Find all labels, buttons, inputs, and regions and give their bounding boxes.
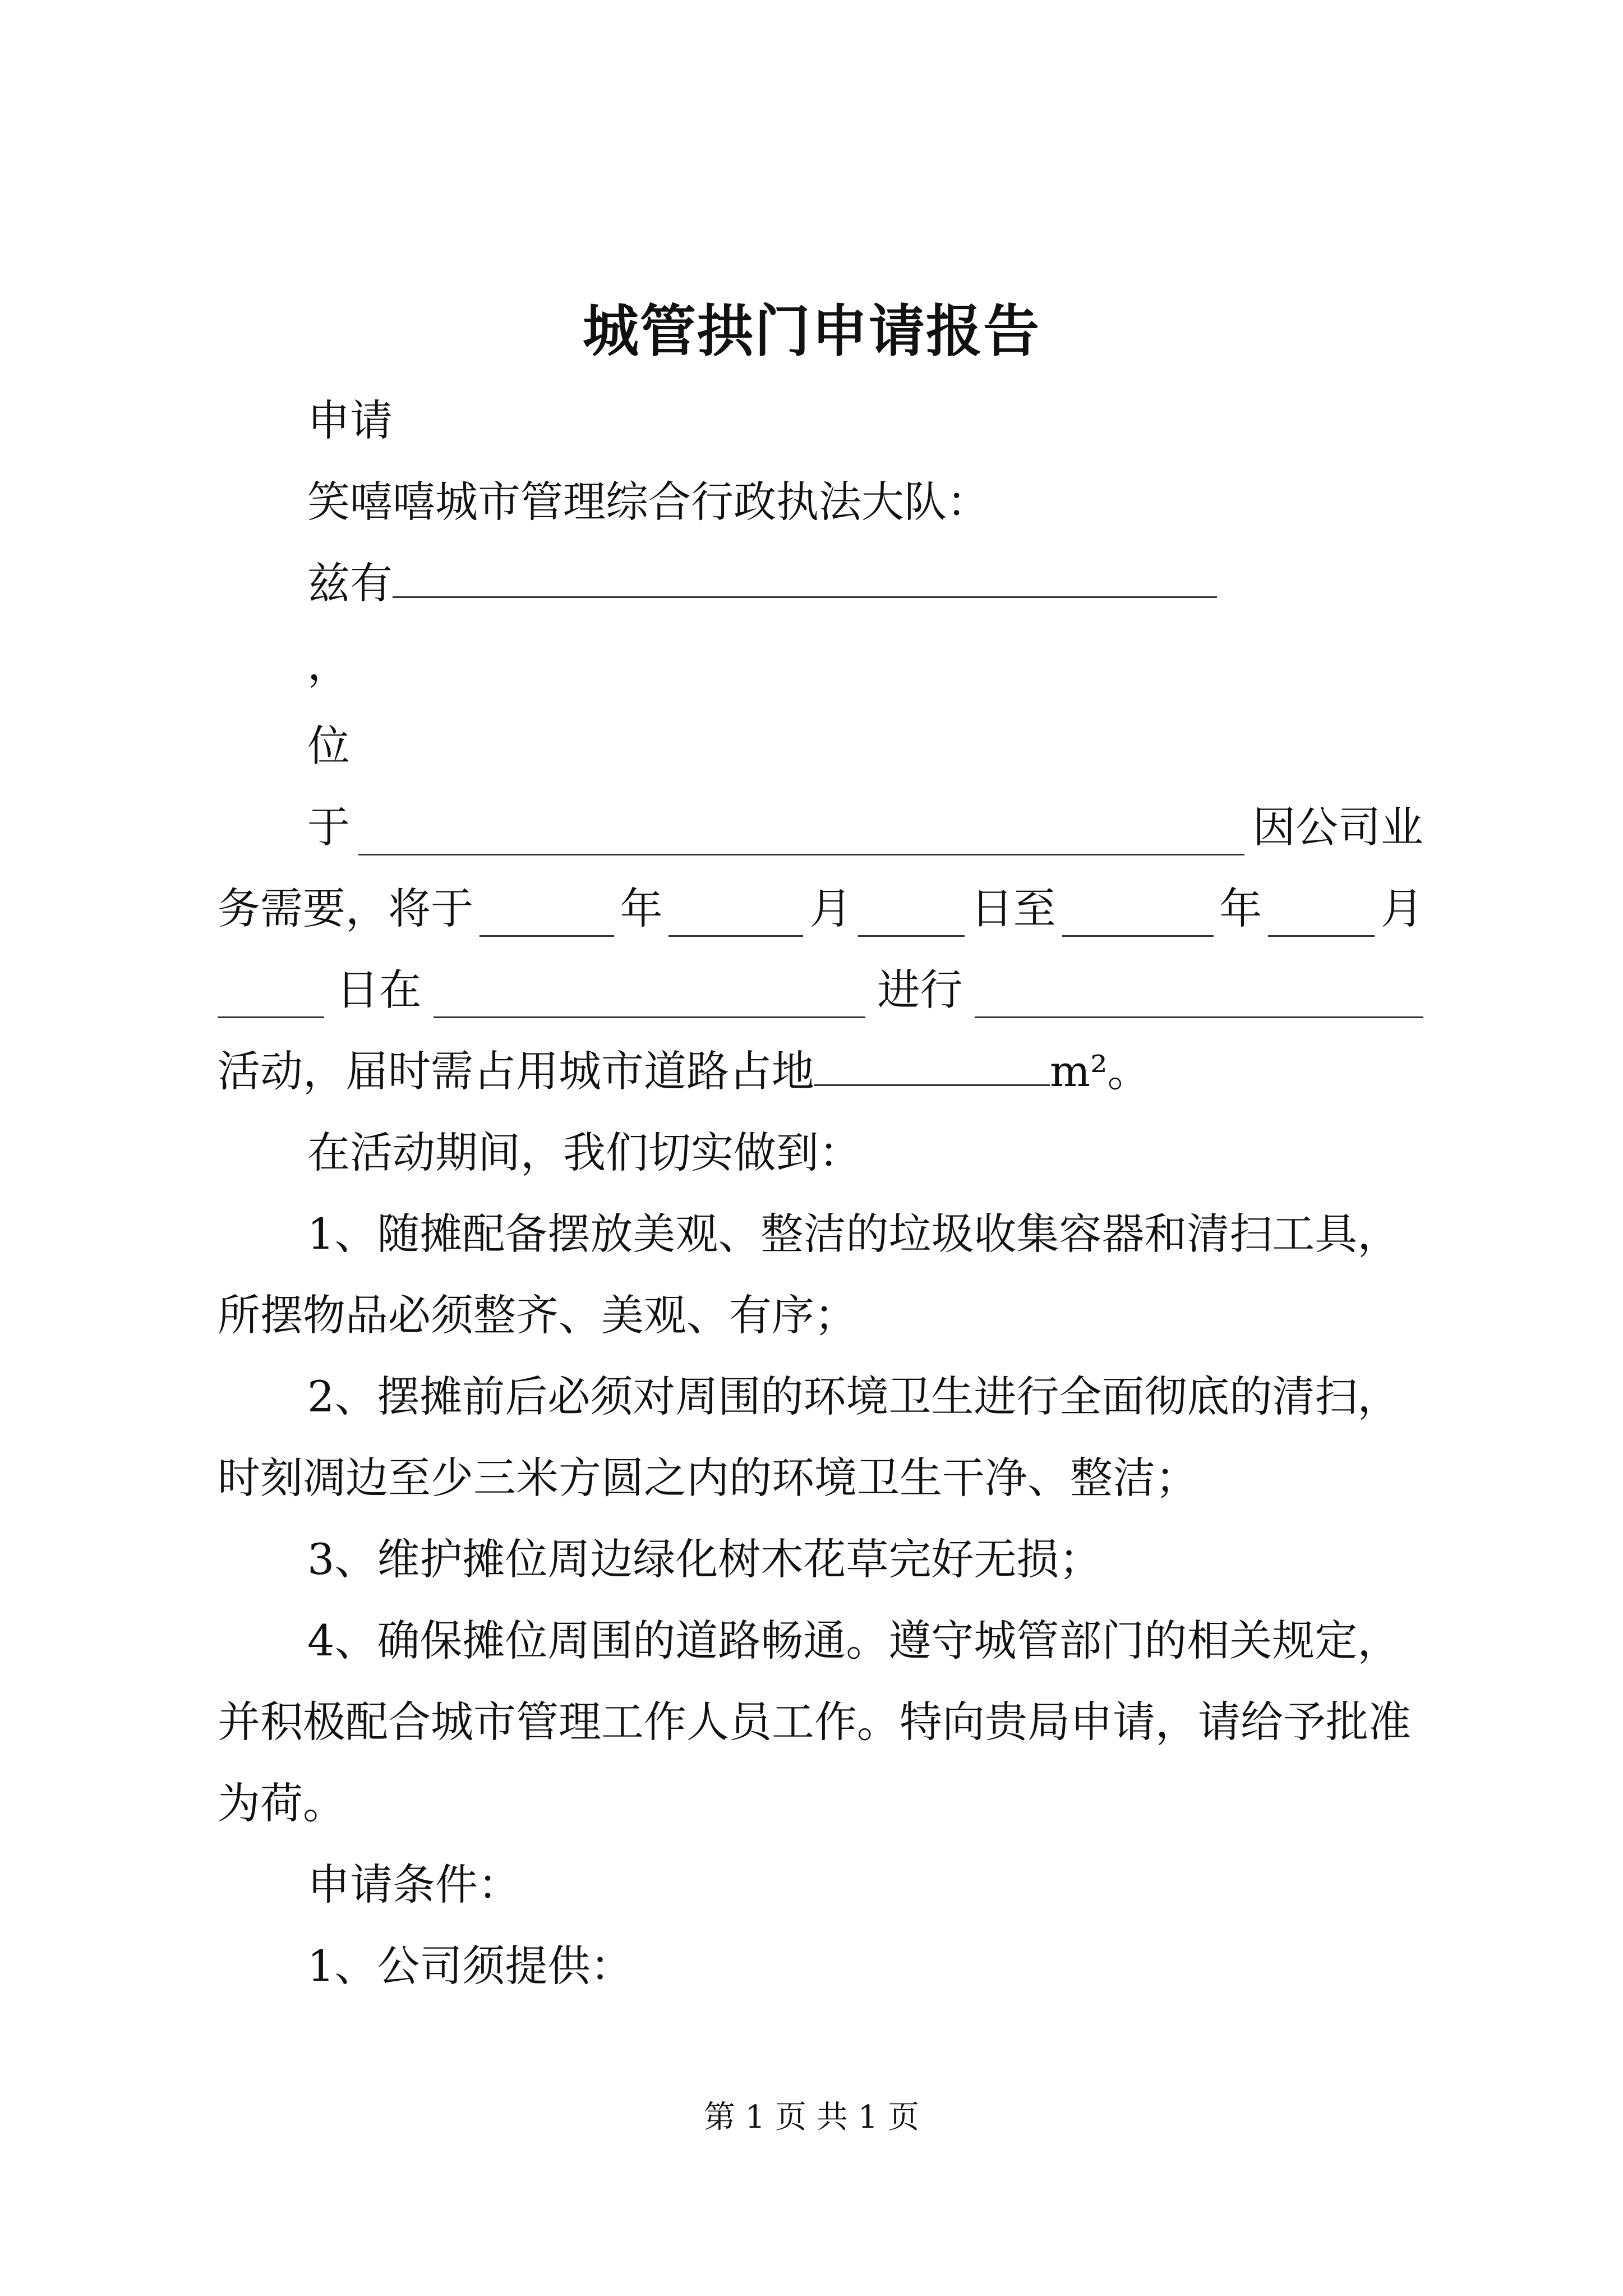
blank-applicant[interactable]	[393, 557, 1217, 598]
label-zi-you: 兹有	[307, 558, 393, 608]
label-company-need: 因公司业	[1253, 802, 1423, 852]
heading-apply: 申请	[307, 395, 393, 445]
commitment-intro: 在活动期间，我们切实做到：	[307, 1128, 861, 1177]
condition-1: 1、公司须提供：	[307, 1941, 633, 1991]
label-wei: 位	[307, 721, 350, 771]
blank-end-month[interactable]	[1268, 896, 1375, 937]
item-1-line-2: 所摆物品必须整齐、美观、有序；	[218, 1290, 857, 1340]
page-footer: 第 1 页 共 1 页	[703, 2099, 920, 2136]
line-zi-you	[307, 555, 1217, 611]
label-yue-1: 月	[809, 884, 852, 933]
label-ri-zhi: 日至	[970, 884, 1056, 933]
place-line	[218, 962, 1423, 1018]
conditions-heading: 申请条件：	[307, 1860, 520, 1910]
area-prefix: 活动，届时需占用城市道路占地	[218, 1046, 814, 1096]
document-title: 城管拱门申请报告	[583, 298, 1040, 364]
blank-place[interactable]	[434, 977, 865, 1018]
addressee: 笑嘻嘻城市管理综合行政执法大队：	[307, 477, 989, 527]
label-yue-2: 月	[1380, 884, 1423, 933]
label-yu: 于	[307, 802, 350, 852]
item-4-line-2: 并积极配合城市管理工作人员工作。特向贵局申请，请给予批准	[218, 1697, 1411, 1747]
item-3-line-1: 3、维护摊位周边绿化树木花草完好无损；	[307, 1534, 1102, 1584]
blank-end-year[interactable]	[1062, 896, 1214, 937]
item-4-line-1: 4、确保摊位周围的道路畅通。遵守城管部门的相关规定，	[307, 1616, 1400, 1665]
item-2-line-1: 2、摆摊前后必须对周围的环境卫生进行全面彻底的清扫，	[307, 1372, 1400, 1421]
blank-start-year[interactable]	[479, 896, 614, 937]
blank-activity[interactable]	[975, 977, 1423, 1018]
blank-location[interactable]	[358, 815, 1244, 855]
item-4-line-3: 为荷。	[218, 1778, 345, 1828]
blank-start-month[interactable]	[668, 896, 803, 937]
location-line	[307, 799, 1423, 855]
label-jin-xing: 进行	[877, 965, 963, 1015]
blank-area[interactable]	[814, 1045, 1050, 1086]
comma-line: ，	[307, 639, 350, 689]
area-line	[218, 1043, 1150, 1099]
item-1-line-1: 1、随摊配备摆放美观、整洁的垃圾收集容器和清扫工具，	[307, 1209, 1400, 1259]
blank-start-day[interactable]	[858, 896, 965, 937]
date-prefix: 务需要，将于	[218, 884, 473, 933]
date-line	[218, 881, 1423, 937]
label-nian-2: 年	[1219, 884, 1262, 933]
item-2-line-2: 时刻凋边至少三米方圆之内的环境卫生干净、整洁；	[218, 1453, 1198, 1503]
label-nian-1: 年	[620, 884, 663, 933]
area-unit: m²。	[1050, 1046, 1150, 1096]
blank-end-day[interactable]	[218, 977, 324, 1018]
label-ri-zai: 日在	[336, 965, 422, 1015]
